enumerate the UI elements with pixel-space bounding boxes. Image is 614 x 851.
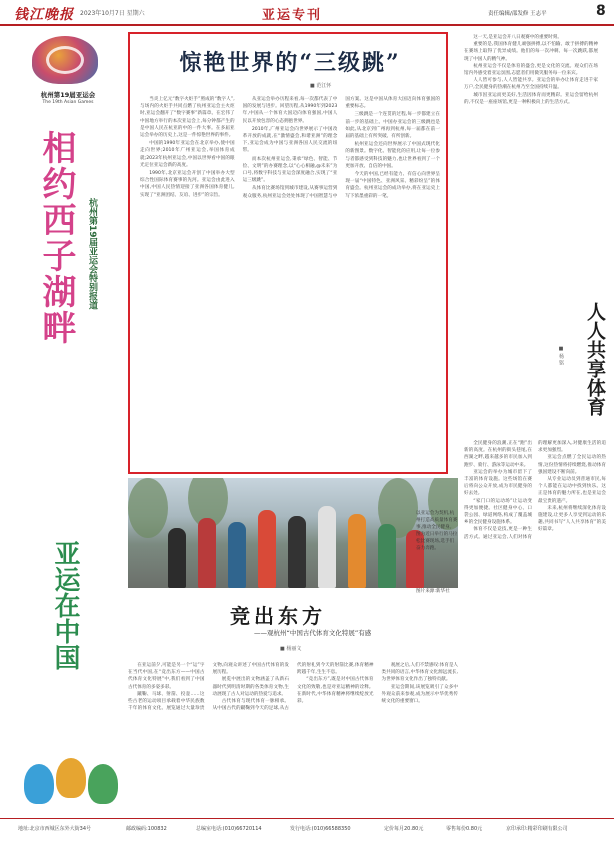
article-paragraph: 人人皆可参与,人人皆能共享。亚运会的举办让体育走进千家万户,全民健身的热潮在杭州乃至全国持续升温。	[464, 78, 598, 91]
article-paragraph: “家门口的运动场”让运动变得更加便捷。社区健身中心、口袋公园、绿道网络,构成了覆盖城乡的全民健身设施体系。	[464, 498, 532, 526]
runner-figure	[378, 524, 396, 588]
runner-figure	[288, 516, 306, 588]
photo-caption: 以亚运会为契机,杭州打造高质量体育赛事,推动全民健身。图为近日举行的马拉松比赛现场,选手们奋力奔跑。	[416, 511, 458, 551]
article-paragraph: 从亚运会举办历程来看,每一次都代表了中国的发展与进步。回望历程,从1990年到2023年,中国从一个体育大国迈向体育强国,中国人民以开放包容的心态拥抱世界。	[242, 97, 338, 124]
article-paragraph: 观展之后,人们不禁感叹:体育是人类共同的语言,中华体育文化源远流长,为世界体育文化作出了独特贡献。	[381, 663, 458, 683]
article-paragraph: 亚运会期间,该展览吸引了众多中外观众前来参观,成为展示中华优秀传统文化的重要窗口。	[381, 684, 458, 705]
runner-figure	[198, 518, 216, 588]
mascots-illustration	[24, 750, 120, 810]
second-subtitle: ——观杭州“中国古代体育文化特展”有感	[254, 629, 372, 637]
footer-phone: 总编室电话:(010)66720114	[196, 826, 262, 832]
left-sidebar	[14, 30, 122, 800]
footer-price: 定价每月20.80元	[384, 826, 424, 832]
article-paragraph: 而本次杭州亚运会,秉承“绿色、智能、节俭、文明”的办赛理念,以“心心相融,@未来”为口号,将数字科技与亚运会深度融合,实现了“亚运三级跳”。	[242, 156, 338, 184]
article-paragraph: 从专业运动员到普通市民,每个人都能在运动中找到快乐。这正是体育的魅力所在,也是亚运会最宝贵的遗产。	[538, 477, 606, 504]
main-article-body	[140, 96, 440, 464]
article-paragraph: 亚运会的举办为城市留下了丰富的体育设施。这些场馆在赛后将向公众开放,成为市民健身的好去处。	[464, 469, 532, 497]
main-byline: ■ 范江怀	[310, 83, 332, 89]
second-headline: 竞出东方	[230, 604, 326, 628]
article-paragraph: 杭州亚运会还向世界展示了中国式现代化的新图景。数字化、智能化的应用,让每一位参与者都感受到科技的魅力,也让世界看到了一个更加开放、自信的中国。	[345, 142, 440, 169]
right-column-article	[464, 34, 598, 334]
games-title-en: The 19th Asian Games	[42, 100, 94, 105]
footer-retail: 零售每份0.80元	[446, 826, 483, 832]
article-paragraph: 1990年,北京亚运会开创了中国举办大型综合性国际体育赛事的先河。亚运会由此进入中国,中国人民热情迎接了亚洲各国体育健儿,实现了“亚洲团结、友谊、进步”的宗旨。	[140, 171, 235, 198]
article-paragraph: 中国的1990年亚运会在北京举办,使中国走向世界;2010年广州亚运会,举国体育成就;2023年杭州亚运会,中国以世界看中国的眼光定位亚运会新的高度。	[140, 141, 235, 168]
main-article	[128, 32, 448, 474]
article-paragraph: 杭州亚运会不仅是体育的盛会,更是文化的交流。观众们在场馆内外感受着亚运氛围,志愿者们用微笑服务每一位来宾。	[464, 63, 598, 77]
mascot-icon	[56, 758, 86, 798]
runner-figure	[228, 522, 246, 588]
article-paragraph: 全民健身的浪潮,正在“跑”出新的高度。在杭州的街头巷尾,在西湖之畔,越来越多的市民加入到跑步、骑行、游泳等运动中来。	[464, 441, 532, 468]
article-paragraph: 城市因亚运而更美好,生活因体育而更精彩。亚运会留给杭州的,不仅是一座座场馆,更是一种积极向上的生活方式。	[464, 92, 598, 105]
article-paragraph: “竞出东方”,既是对中国古代体育文化的致敬,也是对亚运精神的诠释。在新时代,中华体育精神将继续绽放光彩。	[297, 677, 374, 705]
article-paragraph: 今天的中国,已经有能力、有信心向世界呈现一届“中国特色、亚洲风采、精彩纷呈”的体育盛会。杭州亚运会的成功举办,将在亚运史上写下浓墨重彩的一笔。	[345, 172, 440, 199]
page-header	[0, 0, 614, 26]
second-article-body	[128, 662, 458, 812]
runner-figure	[348, 514, 366, 588]
newspaper-logo: 钱江晚报	[14, 7, 74, 23]
editor-credits: 责任编辑/邵发修 王志平	[488, 11, 547, 17]
asian-games-logo-icon	[32, 36, 98, 84]
article-paragraph: 在亚运前夕,可能是另一个“运”字在当代中国,在“竞出东方——中国古代体育文化特展”中,我们看到了中国古代体育的多姿多彩。	[128, 663, 205, 690]
issue-date: 2023年10月7日 星期六	[80, 10, 145, 17]
page-footer	[0, 818, 614, 836]
article-paragraph: 从体育比赛场馆到城市建设,从赛事运营到观众服务,杭州亚运会处处体现了中国智慧与中国方案。这是中国从体育大国迈向体育强国的重要标志。	[242, 97, 440, 199]
article-paragraph: 展览中展出的文物涵盖了从新石器时代到明清时期的各类体育文物,生动展现了古人对运动的热爱与追求。	[212, 677, 289, 697]
section-title: 亚运专刊	[262, 8, 323, 23]
feature-article-body	[464, 440, 606, 812]
mascot-icon	[88, 764, 118, 804]
article-paragraph: 亚运会点燃了全民运动的热情,这份热情将持续燃烧,推动体育强国建设不断向前。	[538, 455, 606, 475]
footer-postal-code: 邮政编码:100832	[126, 826, 167, 832]
article-paragraph: 这一天,是亚运会开八日观赛中的重要时刻。	[473, 35, 562, 40]
feature-subtitle: 杭州第19届亚运会特别报道	[87, 198, 97, 310]
article-paragraph: 未来,杭州将继续深化体育设施建设,让更多人享受到运动的乐趣,共同书写“人人共享体育”的美好篇章。	[538, 505, 606, 533]
games-title: 杭州第19届亚运会	[40, 91, 96, 99]
runner-figure	[168, 528, 186, 588]
article-paragraph: 当炎上亿元“数字火炬手”照成的“数字人”,与场内的火炬手共同点燃了杭州亚运会主火炬时,亚运会翻开了“数字赛事”新篇章。在宏伟了中国地方举行的本次亚运会上,每分钟都产生的是中国人民在杭亚的中的一件大事。在多届亚运会举办的历史上,这是一件惊艳世界的事件。	[140, 97, 235, 139]
marathon-photo	[128, 478, 458, 588]
second-byline: ■ 杨丽文	[280, 646, 302, 652]
main-headline: 惊艳世界的“三级跳”	[179, 50, 401, 76]
article-paragraph: 古代体育与现代体育一脉相承。从中国古代的蹴鞠到今天的足球,从古代的射礼到今天的射箭比赛,体育精神跨越千年,生生不息。	[212, 663, 374, 712]
article-paragraph: 体育不仅是竞技,更是一种生活方式。通过亚运会,人们对体育的理解更加深入,对健康生活的追求更加强烈。	[464, 441, 606, 540]
footer-printer: 京印承印:精彩印刷有限公司	[506, 826, 568, 832]
article-paragraph: 2010年,广州亚运会向世界展示了中国改革开放的成就,在“激情盛会,和谐亚洲”的理念下,亚运会成为中国与亚洲各国人民交流的纽带。	[242, 126, 338, 154]
feature-byline: ■ 杨 铭	[558, 346, 564, 366]
article-paragraph: 重要的是,我国体育健儿顽强拼搏,以不怕输、敢于拼搏的精神在赛场上取得了优异成绩。他们的每一次冲刺、每一次跳跃,都展现了中国人的精气神。	[464, 42, 598, 62]
photo-credit: 图片来源:新华社	[416, 589, 450, 594]
runner-figure	[258, 510, 276, 588]
article-paragraph: 三级跳是一个连贯的过程,每一步都建立在前一步的基础上。中国办亚运会的三级跳也是如此,从北京到广州再到杭州,每一届都在前一届的基础上有所突破、有所创新。	[345, 112, 440, 140]
feature-title: 人人共享体育	[584, 302, 606, 416]
footer-address: 地址:北京市西城区东外大街34号	[18, 826, 92, 832]
runner-figure	[318, 506, 336, 588]
calligraphy-title: 相约西子湖畔	[36, 130, 76, 346]
mascot-icon	[24, 764, 54, 804]
page-number: 8	[596, 3, 606, 19]
slogan-calligraphy: 亚运在中国	[50, 540, 80, 670]
article-paragraph: 蹴鞠、马球、射箭、投壶……这些古老的运动项目承载着中华民族数千年的体育文化。展览通过大量珍贵文物,向观众讲述了中国古代体育的发展历程。	[128, 663, 289, 712]
footer-circulation: 发行电话:(010)66588350	[290, 826, 351, 832]
